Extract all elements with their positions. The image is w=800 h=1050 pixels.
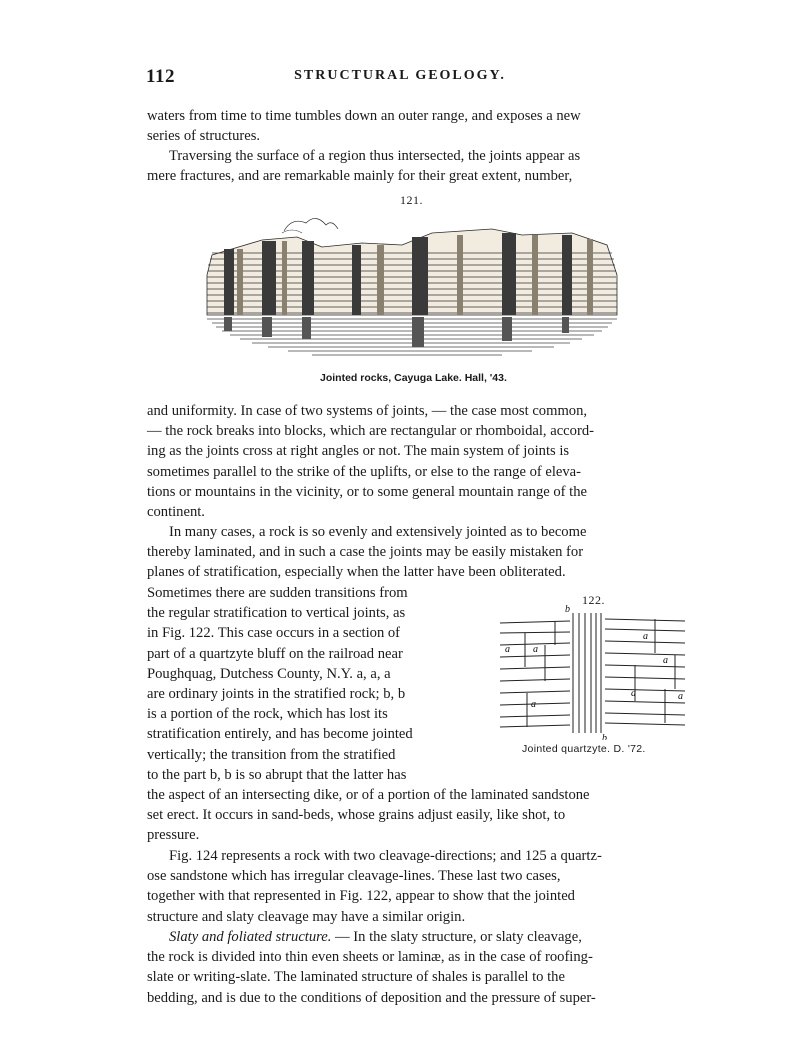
- paragraph-2: [147, 146, 689, 186]
- paragraph-1: [147, 106, 689, 146]
- text-line: ing as the joints cross at right angles or not. The main system of joints is: [147, 443, 570, 460]
- text-line: Sometimes there are sudden transitions from: [147, 585, 408, 601]
- text-line: vertically; the transition from the stratified: [147, 746, 396, 763]
- paragraph-6: [147, 927, 689, 1008]
- text-line: structure and slaty cleavage may have a similar origin.: [147, 908, 466, 925]
- running-title: STRUCTURAL GEOLOGY.: [294, 68, 506, 83]
- text-line: tions or mountains in the vicinity, or to some general mountain range of the: [147, 483, 588, 500]
- joint-label-a: a: [505, 644, 510, 655]
- text-line: Fig. 124 represents a rock with two cleavage-directions; and 125 a quartz-: [169, 848, 602, 864]
- text-line: to the part b, b is so abrupt that the latter has: [147, 766, 407, 783]
- text-line: slate or writing-slate. The laminated structure of shales is parallel to the: [147, 969, 565, 986]
- paragraph-4-narrow: [147, 583, 477, 785]
- text-line: the rock is divided into thin even sheets or laminæ, as in the case of roofing-: [147, 949, 593, 966]
- joint-label-a: a: [533, 644, 538, 655]
- text-line: set erect. It occurs in sand-beds, whose grains adjust easily, like shot, to: [147, 807, 566, 824]
- text-line: waters from time to time tumbles down an outer range, and exposes a new: [147, 108, 581, 124]
- text-line: together with that represented in Fig. 122, appear to show that the jointed: [147, 888, 575, 905]
- text-line: — In the slaty structure, or slaty cleavage,: [331, 929, 582, 945]
- joint-label-a: a: [663, 655, 668, 666]
- figure-122-caption: Jointed quartzyte. D. '72.: [522, 743, 646, 755]
- text-line: pressure.: [147, 827, 200, 844]
- paragraph-3: [147, 401, 689, 522]
- figure-122-number: 122.: [582, 593, 605, 607]
- text-line: mere fractures, and are remarkable mainly for their great extent, number,: [147, 168, 573, 185]
- paragraph-5: [147, 846, 689, 927]
- joint-label-b: b: [602, 733, 607, 740]
- text-line: planes of stratification, especially when the latter have been obliterated.: [147, 564, 566, 581]
- text-line: is a portion of the rock, which has lost its: [147, 706, 388, 723]
- paragraph-4-tail: [147, 785, 689, 846]
- figure-121-number: 121.: [400, 193, 423, 207]
- joint-label-a: a: [531, 699, 536, 710]
- text-line: sometimes parallel to the strike of the uplifts, or else to the range of eleva-: [147, 463, 582, 480]
- text-line: continent.: [147, 504, 205, 521]
- section-heading: Slaty and foliated structure.: [169, 929, 332, 945]
- text-line: are ordinary joints in the stratified rock; b, b: [147, 686, 406, 703]
- text-line: the aspect of an intersecting dike, or of a portion of the laminated sandstone: [147, 787, 590, 803]
- figure-122-diagram: [495, 605, 690, 740]
- text-line: in Fig. 122. This case occurs in a section of: [147, 625, 401, 642]
- text-line: series of structures.: [147, 128, 261, 145]
- joint-label-a: a: [631, 688, 636, 699]
- joint-label-b: b: [565, 605, 570, 615]
- figure-121-caption: Jointed rocks, Cayuga Lake. Hall, '43.: [320, 372, 507, 384]
- text-line: Traversing the surface of a region thus intersected, the joints appear as: [169, 148, 581, 164]
- text-line: the regular stratification to vertical joints, as: [147, 605, 406, 622]
- joint-label-a: a: [643, 631, 648, 642]
- figure-121-engraving: [202, 205, 622, 365]
- text-line: part of a quartzyte bluff on the railroad near: [147, 645, 403, 662]
- text-line: thereby laminated, and in such a case the joints may be easily mistaken for: [147, 544, 584, 561]
- text-line: and uniformity. In case of two systems of joints, — the case most common,: [147, 403, 588, 419]
- page-number: 112: [146, 66, 175, 87]
- text-line: — the rock breaks into blocks, which are rectangular or rhomboidal, accord-: [147, 423, 594, 440]
- text-line: ose sandstone which has irregular cleavage-lines. These last two cases,: [147, 868, 561, 885]
- text-line: bedding, and is due to the conditions of deposition and the pressure of super-: [147, 989, 596, 1006]
- text-line: In many cases, a rock is so evenly and extensively jointed as to become: [169, 524, 587, 540]
- text-line: Poughquag, Dutchess County, N.Y. a, a, a: [147, 665, 391, 682]
- paragraph-4: [147, 522, 689, 583]
- text-line: stratification entirely, and has become jointed: [147, 726, 413, 743]
- joint-label-a: a: [678, 691, 683, 702]
